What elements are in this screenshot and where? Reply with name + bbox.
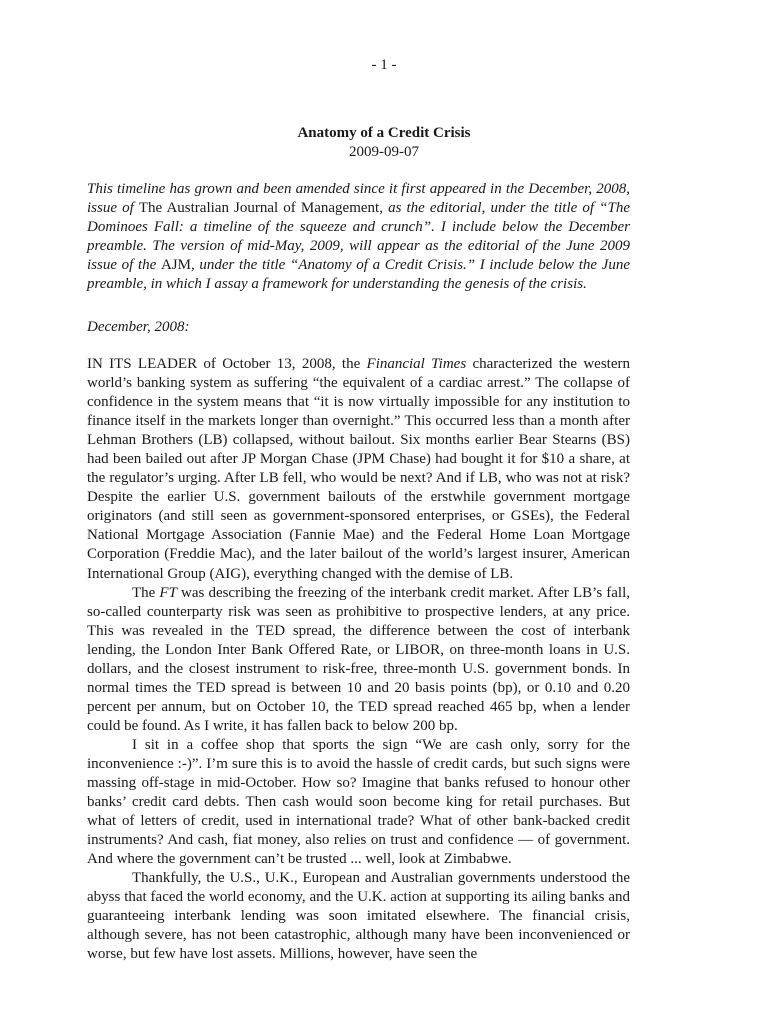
document-date: 2009-09-07 <box>349 144 419 160</box>
publication-abbreviation: FT <box>159 584 177 601</box>
journal-abbreviation: AJM <box>160 257 191 274</box>
preamble <box>87 180 630 294</box>
paragraph-2 <box>87 584 630 736</box>
journal-name: The Australian Journal of Management <box>138 200 380 217</box>
publication-name: Financial Times <box>366 356 467 372</box>
preamble-text-1: This timeline has grown and been amended since it first appeared in the December, 2008, issue of <box>87 181 630 217</box>
paragraph-4: Thankfully, the U.S., U.K., European and Australian governments understood the abyss that faced the world economy, and the U.K. action at supporting its ailing banks and guaranteeing interbank lending was soon imitated elsewhere. The financial crisis, although severe, has not been catastrophic, although many have been inconvenienced or worse, but few have lost assets. Millions, however, have seen the <box>87 870 630 963</box>
paragraph-1-text-b: characterized the western world’s banking system as suffering “the equivalent of a cardiac arrest.” The collapse of confidence in the system means that “it is now virtually impossible for any institution to finance itself in the markets longer than overnight.” This occurred less than a month after Lehman Brothers (LB) collapsed, without bailout. Six months earlier Bear Stearns (BS) had been bailed out after JP Morgan Chase (JPM Chase) had bought it for $10 a share, at the regulator’s urging. After LB fell, who would be next? And if LB, who was not at risk? Despite the earlier U.S. government bailouts of the erstwhile government mortgage originators (and still seen as government-sponsored enterprises, or GSEs), the Federal National Mortgage Association (Fannie Mae) and the Federal Home Loan Mortgage Corporation (Freddie Mac), and the later bailout of the world’s largest insurer, American International Group (AIG), everything changed with the demise of LB. <box>87 356 630 582</box>
section-heading: December, 2008: <box>87 319 190 335</box>
preamble-text-3: , under the title “Anatomy of a Credit Crisis.” I include below the June preamble, in which I assay a framework for understanding the genesis of the crisis. <box>87 257 630 293</box>
body-text <box>87 355 630 965</box>
paragraph-1 <box>87 355 630 584</box>
preamble-text-2: , as the editorial, under the title of “The Dominoes Fall: a timeline of the squeeze and crunch”. I include below the December preamble. The version of mid-May, 2009, will appear as the editorial of the June 2009 issue of the <box>87 200 630 274</box>
page-number: - 1 - <box>371 57 397 73</box>
paragraph-1-text-a: of October 13, 2008, the <box>197 356 367 372</box>
preamble-paragraph <box>87 180 630 294</box>
document-title: Anatomy of a Credit Crisis <box>297 125 471 141</box>
paragraph-2-text-b: was describing the freezing of the interbank credit market. After LB’s fall, so-called counterparty risk was seen as prohibitive to prospective lenders, at any price. This was revealed in the TED spread, the difference between the cost of interbank lending, the London Inter Bank Offered Rate, or LIBOR, on three-month loans in U.S. dollars, and the closest instrument to risk-free, three-month U.S. government bonds. In normal times the TED spread is between 10 and 20 basis points (bp), or 0.10 and 0.20 percent per annum, but on October 10, the TED spread reached 465 bp, when a lender could be found. As I write, it has fallen back to below 200 bp. <box>87 584 630 734</box>
paragraph-3: I sit in a coffee shop that sports the sign “We are cash only, sorry for the inconvenience :-)”. I’m sure this is to avoid the hassle of credit cards, but such signs were massing off-stage in mid-October. How so? Imagine that banks refused to honour other banks’ credit card debts. Then cash would soon become king for retail purchases. But what of letters of credit, used in international trade? What of other bank-backed credit instruments? And cash, fiat money, also relies on trust and confidence — of government. And where the government can’t be trusted ... well, look at Zimbabwe. <box>87 736 630 868</box>
paragraph-2-text-a: The <box>132 584 160 601</box>
paragraph-lead: IN ITS LEADER <box>87 356 198 372</box>
title-block <box>0 124 768 162</box>
